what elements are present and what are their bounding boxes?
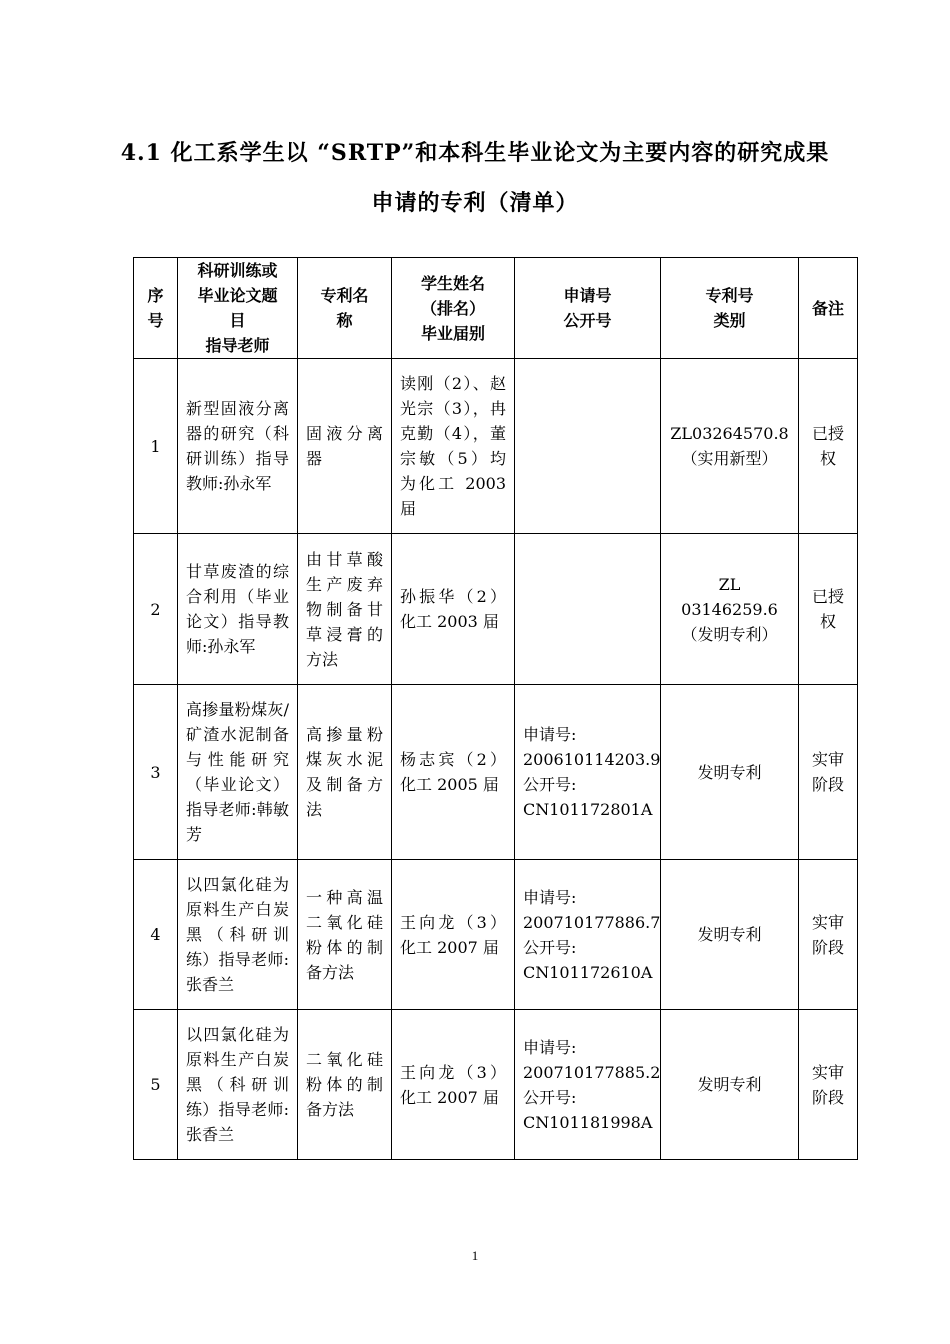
table-row bbox=[134, 860, 858, 1010]
header-no: 序 号 bbox=[134, 258, 178, 359]
cell-remark: 实审 阶段 bbox=[799, 685, 858, 860]
page-number: 1 bbox=[471, 1248, 479, 1263]
cell-application: 申请号: 200610114203.9 公开号: CN101172801A bbox=[515, 685, 661, 860]
cell-no: 1 bbox=[134, 359, 178, 534]
cell-topic: 新型固液分离器的研究（科研训练）指导教师:孙永军 bbox=[178, 359, 298, 534]
cell-topic: 高掺量粉煤灰/矿渣水泥制备与性能研究（毕业论文）指导老师:韩敏芳 bbox=[178, 685, 298, 860]
cell-remark: 实审 阶段 bbox=[799, 860, 858, 1010]
cell-no: 5 bbox=[134, 1010, 178, 1160]
cell-no: 2 bbox=[134, 534, 178, 685]
cell-patent-no: 发明专利 bbox=[661, 1010, 799, 1160]
cell-patent-no: ZL03264570.8 （实用新型） bbox=[661, 359, 799, 534]
cell-patent-no: 发明专利 bbox=[661, 860, 799, 1010]
cell-patent-name: 固液分离器 bbox=[298, 359, 392, 534]
cell-no: 4 bbox=[134, 860, 178, 1010]
cell-topic: 以四氯化硅为原料生产白炭黑（科研训练）指导老师:张香兰 bbox=[178, 860, 298, 1010]
cell-patent-no: 发明专利 bbox=[661, 685, 799, 860]
table-row bbox=[134, 359, 858, 534]
cell-patent-name: 由甘草酸生产废弃物制备甘草浸膏的方法 bbox=[298, 534, 392, 685]
header-patent-name: 专利名 称 bbox=[298, 258, 392, 359]
cell-topic: 以四氯化硅为原料生产白炭黑（科研训练）指导老师:张香兰 bbox=[178, 1010, 298, 1160]
table-row bbox=[134, 685, 858, 860]
header-remark: 备注 bbox=[799, 258, 858, 359]
cell-application: 申请号: 200710177886.7 公开号: CN101172610A bbox=[515, 860, 661, 1010]
table-header-row bbox=[134, 258, 858, 359]
cell-topic: 甘草废渣的综合利用（毕业论文）指导教师:孙永军 bbox=[178, 534, 298, 685]
header-patent-no: 专利号 类别 bbox=[661, 258, 799, 359]
cell-patent-name: 二氧化硅粉体的制备方法 bbox=[298, 1010, 392, 1160]
header-students: 学生姓名 （排名） 毕业届别 bbox=[392, 258, 515, 359]
header-application: 申请号 公开号 bbox=[515, 258, 661, 359]
table-row bbox=[134, 534, 858, 685]
cell-patent-no: ZL 03146259.6 （发明专利） bbox=[661, 534, 799, 685]
document-title-line2: 申请的专利（清单） bbox=[371, 190, 579, 216]
cell-students: 王向龙（3）化工 2007 届 bbox=[392, 860, 515, 1010]
cell-students: 孙振华（2）化工 2003 届 bbox=[392, 534, 515, 685]
cell-remark: 已授 权 bbox=[799, 534, 858, 685]
cell-students: 王向龙（3）化工 2007 届 bbox=[392, 1010, 515, 1160]
cell-students: 杨志宾（2）化工 2005 届 bbox=[392, 685, 515, 860]
header-topic: 科研训练或 毕业论文题 目 指导老师 bbox=[178, 258, 298, 359]
cell-patent-name: 高掺量粉煤灰水泥及制备方法 bbox=[298, 685, 392, 860]
cell-students: 读刚（2）、赵光宗（3），冉克勤（4），董宗敏（5）均为化工 2003 届 bbox=[392, 359, 515, 534]
cell-application: 申请号: 200710177885.2 公开号: CN101181998A bbox=[515, 1010, 661, 1160]
patent-table bbox=[133, 257, 858, 1160]
cell-remark: 已授 权 bbox=[799, 359, 858, 534]
table-row bbox=[134, 1010, 858, 1160]
cell-patent-name: 一种高温二氧化硅粉体的制备方法 bbox=[298, 860, 392, 1010]
cell-no: 3 bbox=[134, 685, 178, 860]
cell-application bbox=[515, 534, 661, 685]
cell-remark: 实审 阶段 bbox=[799, 1010, 858, 1160]
cell-application bbox=[515, 359, 661, 534]
document-title-line1: 4.1 化工系学生以 “SRTP”和本科生毕业论文为主要内容的研究成果 bbox=[120, 140, 830, 166]
